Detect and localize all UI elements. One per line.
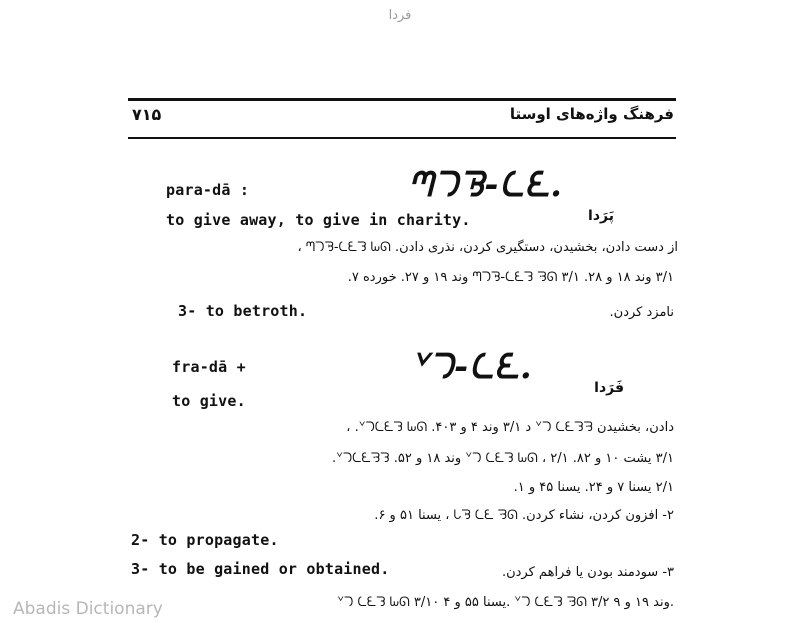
definition-line: to give away, to give in charity. bbox=[166, 211, 471, 229]
definition-line: 3- to be gained or obtained. bbox=[131, 560, 390, 578]
definition-line: نامزد کردن. bbox=[609, 305, 674, 320]
avestan-script-fra-da: ᘁᘄ-ᘇᘍ. bbox=[410, 347, 533, 387]
persian-headword-para-da: پَرَدا bbox=[588, 208, 614, 224]
definition-line: ۲- افزون کردن، نشاء کردن. ᘂᘋ ᘇᘍ ᘌᘏ ، یسنا ۵۱ و ۶. bbox=[374, 508, 674, 523]
header-rule-top bbox=[128, 98, 676, 101]
definition-line: دادن، بخشیدن ᘁᘄ ᘇᘍᘊᘌ د ۳/۱ وند ۴ و ۴۰۳. ᘁᘄᘇᘍᘊ ᘈᘏ. ، bbox=[346, 420, 674, 435]
book-title: فرهنگ واژه‌های اوستا bbox=[509, 105, 674, 123]
watermark: Abadis Dictionary bbox=[13, 599, 163, 619]
definition-line: از دست دادن، بخشیدن، دستگیری کردن، نذری دادن. ᘉᘄᘋ-ᘇᘍᘊ ᘈᘏ ، bbox=[297, 240, 678, 255]
header-rule-bottom bbox=[128, 137, 676, 139]
definition-line: 3- to betroth. bbox=[178, 302, 308, 320]
definition-line: ۳/۱ وند ۱۸ و ۲۸. ᘉᘄᘋ-ᘇᘍᘊ ᘌᘏ ۳/۱ وند ۱۹ و ۲۷. خورده ۷. bbox=[347, 270, 674, 285]
definition-line: ۳- سودمند بودن یا فراهم کردن. bbox=[501, 565, 674, 580]
definition-line: ۳/۱ یشت ۱۰ و ۸۲. ᘁᘄ ᘇᘍᘊ ᘈᘏ ، ۲/۱ وند ۱۸ و ۵۲. ᘁᘄᘇᘍᘌᘊ. bbox=[331, 451, 674, 466]
page-title: فردا bbox=[388, 8, 412, 23]
headword-fra-da: fra-dā + bbox=[172, 358, 246, 376]
avestan-script-para-da: ᘉᘄᘋ-ᘇᘍ. bbox=[408, 165, 564, 205]
headword-para-da: para-dā : bbox=[166, 181, 250, 199]
definition-line: ۲/۱ یسنا ۷ و ۲۴. یسنا ۴۵ و ۱. bbox=[513, 480, 674, 495]
definition-line: 2- to propagate. bbox=[131, 531, 279, 549]
persian-headword-fra-da: فَرَدا bbox=[594, 380, 624, 396]
page-number: ۷۱۵ bbox=[132, 105, 162, 124]
definition-line: ᘁᘄ ᘇᘍᘊ ᘈᘏ ۳/۱۰ یسنا ۵۵ و ۴. ᘁᘄ ᘇᘍᘊ ᘌᘏ ۳/۲ وند ۱۹ و ۹. bbox=[337, 595, 674, 610]
definition-line: to give. bbox=[172, 392, 246, 410]
